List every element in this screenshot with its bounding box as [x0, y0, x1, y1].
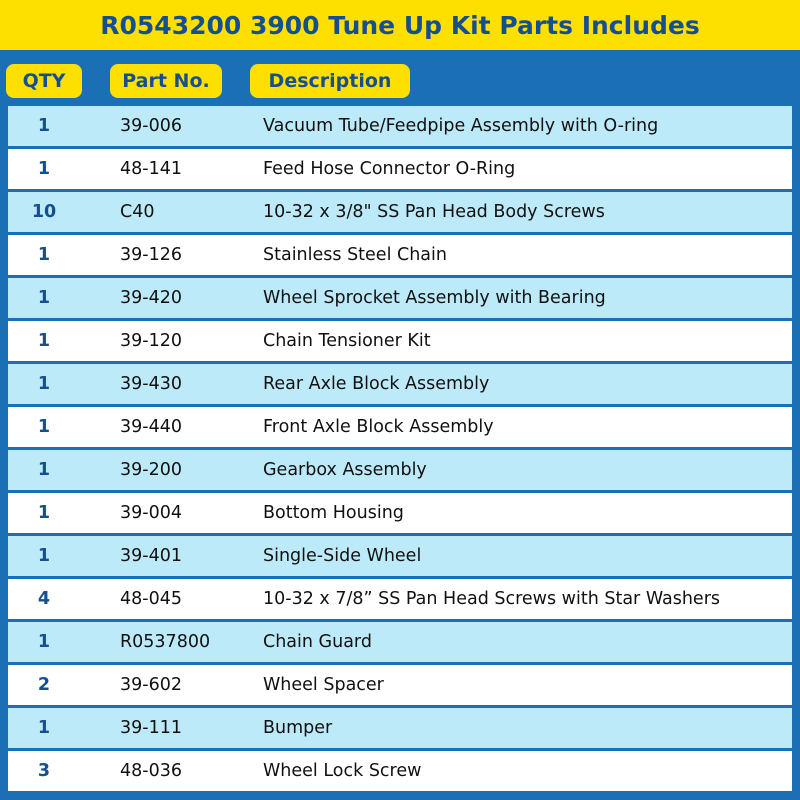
cell-qty: 1 [37, 159, 51, 179]
table-row [8, 536, 792, 576]
table-row [8, 278, 792, 318]
cell-part-no: 39-004 [120, 503, 182, 523]
table-row [8, 493, 792, 533]
table-row [8, 106, 792, 146]
cell-description: Single-Side Wheel [263, 546, 422, 566]
column-header-part-no: Part No. [110, 64, 222, 98]
cell-part-no: 39-111 [120, 718, 182, 738]
cell-description: 10-32 x 7/8” SS Pan Head Screws with Star Washers [263, 589, 721, 609]
cell-qty: 10 [31, 202, 57, 222]
title-bar [0, 0, 800, 50]
cell-part-no: 39-126 [120, 245, 182, 265]
cell-part-no: 48-045 [120, 589, 182, 609]
cell-description: Wheel Spacer [263, 675, 384, 695]
cell-part-no: C40 [120, 202, 155, 222]
cell-part-no: 39-440 [120, 417, 182, 437]
table-row [8, 235, 792, 275]
table-header [0, 50, 800, 106]
cell-qty: 1 [37, 374, 51, 394]
cell-part-no: 39-200 [120, 460, 182, 480]
cell-description: Stainless Steel Chain [263, 245, 447, 265]
cell-description: 10-32 x 3/8" SS Pan Head Body Screws [263, 202, 605, 222]
cell-description: Rear Axle Block Assembly [263, 374, 490, 394]
cell-qty: 4 [37, 589, 51, 609]
cell-qty: 1 [37, 718, 51, 738]
cell-qty: 2 [37, 675, 51, 695]
cell-qty: 1 [37, 417, 51, 437]
cell-part-no: 39-006 [120, 116, 182, 136]
table-row [8, 321, 792, 361]
cell-qty: 1 [37, 245, 51, 265]
table-row [8, 751, 792, 791]
page-title: R0543200 3900 Tune Up Kit Parts Includes [100, 10, 700, 40]
cell-description: Bottom Housing [263, 503, 404, 523]
cell-part-no: 39-401 [120, 546, 182, 566]
cell-qty: 1 [37, 546, 51, 566]
column-header-qty: QTY [6, 64, 82, 98]
cell-description: Chain Guard [263, 632, 372, 652]
table-row [8, 450, 792, 490]
table-row [8, 149, 792, 189]
table-row [8, 579, 792, 619]
cell-qty: 1 [37, 288, 51, 308]
cell-qty: 1 [37, 632, 51, 652]
column-header-description: Description [250, 64, 410, 98]
cell-part-no: 39-602 [120, 675, 182, 695]
cell-description: Bumper [263, 718, 333, 738]
cell-part-no: 48-036 [120, 761, 182, 781]
table-row [8, 364, 792, 404]
cell-part-no: 39-420 [120, 288, 182, 308]
table-row [8, 708, 792, 748]
cell-qty: 1 [37, 331, 51, 351]
cell-qty: 3 [37, 761, 51, 781]
cell-qty: 1 [37, 116, 51, 136]
cell-description: Wheel Sprocket Assembly with Bearing [263, 288, 606, 308]
table-row [8, 665, 792, 705]
cell-description: Chain Tensioner Kit [263, 331, 431, 351]
table-row [8, 622, 792, 662]
table-row [8, 407, 792, 447]
cell-description: Vacuum Tube/Feedpipe Assembly with O-ring [263, 116, 659, 136]
cell-part-no: 48-141 [120, 159, 182, 179]
parts-table [8, 106, 792, 792]
cell-part-no: 39-430 [120, 374, 182, 394]
cell-qty: 1 [37, 503, 51, 523]
cell-qty: 1 [37, 460, 51, 480]
cell-description: Wheel Lock Screw [263, 761, 422, 781]
cell-description: Front Axle Block Assembly [263, 417, 494, 437]
cell-description: Feed Hose Connector O-Ring [263, 159, 516, 179]
cell-part-no: R0537800 [120, 632, 211, 652]
cell-part-no: 39-120 [120, 331, 182, 351]
table-row [8, 192, 792, 232]
cell-description: Gearbox Assembly [263, 460, 427, 480]
